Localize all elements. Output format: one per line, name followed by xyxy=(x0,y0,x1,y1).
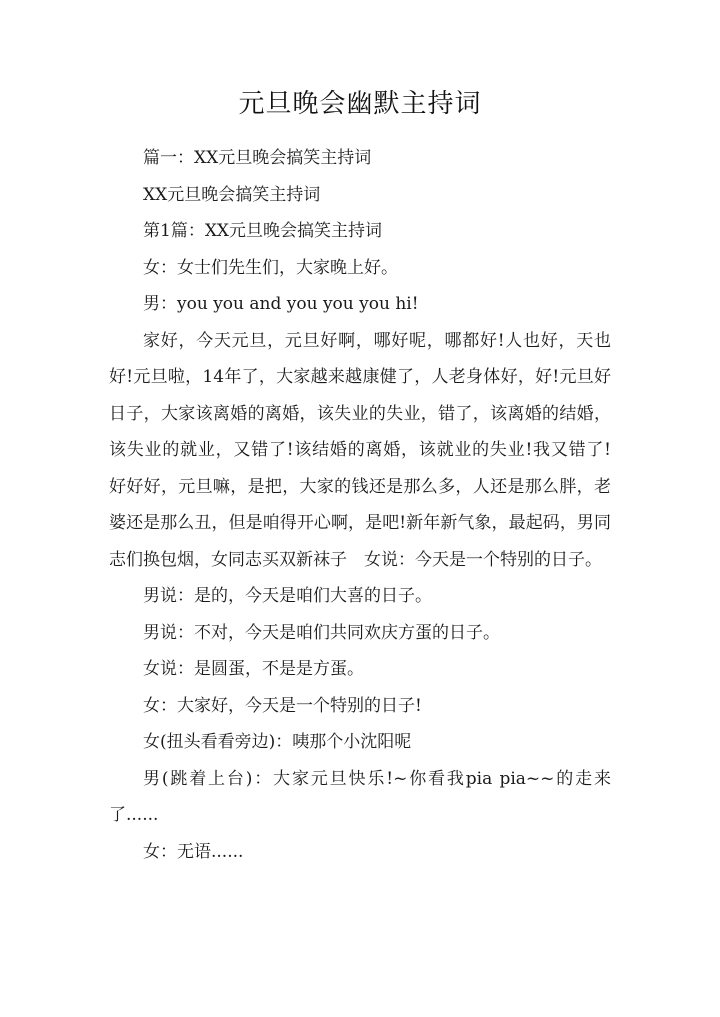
paragraph: 男(跳着上台)：大家元旦快乐!~你看我pia pia~~的走来了...... xyxy=(109,768,611,825)
document-body xyxy=(109,140,628,870)
document-title: 元旦晚会幽默主持词 xyxy=(238,89,482,119)
paragraph: 女：女士们先生们，大家晚上好。 xyxy=(143,257,398,278)
paragraph: 女：无语...... xyxy=(143,841,244,862)
paragraph: 家好，今天元旦，元旦好啊，哪好呢，哪都好!人也好，天也好!元旦啦，14年了，大家越来越康健了，人老身体好，好!元旦好日子，大家该离婚的离婚，该失业的失业，错了，该离婚的结婚，该失业的就业，又错了!该结婚的离婚，该就业的失业!我又错了! 好好好，元旦嘛，是把，大家的钱还是那么多，人还是那么胖，老婆还是那么丑，但是咱得开心啊，是吧!新年新气象，最起码，男同志们换包烟，女同志买双新袜子 女说：今天是一个特别的日子。 xyxy=(109,330,628,570)
paragraph: 女(扭头看看旁边)：咦那个小沈阳呢 xyxy=(143,732,412,752)
paragraph: 篇一：XX元旦晚会搞笑主持词 xyxy=(143,148,372,168)
paragraph: 第1篇：XX元旦晚会搞笑主持词 xyxy=(143,221,383,241)
paragraph: 女：大家好，今天是一个特别的日子! xyxy=(143,695,422,716)
paragraph: XX元旦晚会搞笑主持词 xyxy=(143,184,321,205)
paragraph: 男：you you and you you you hi! xyxy=(143,294,419,314)
paragraph: 男说：不对，今天是咱们共同欢庆方蛋的日子。 xyxy=(143,622,500,643)
paragraph: 女说：是圆蛋，不是是方蛋。 xyxy=(143,659,364,679)
paragraph: 男说：是的，今天是咱们大喜的日子。 xyxy=(143,586,432,606)
